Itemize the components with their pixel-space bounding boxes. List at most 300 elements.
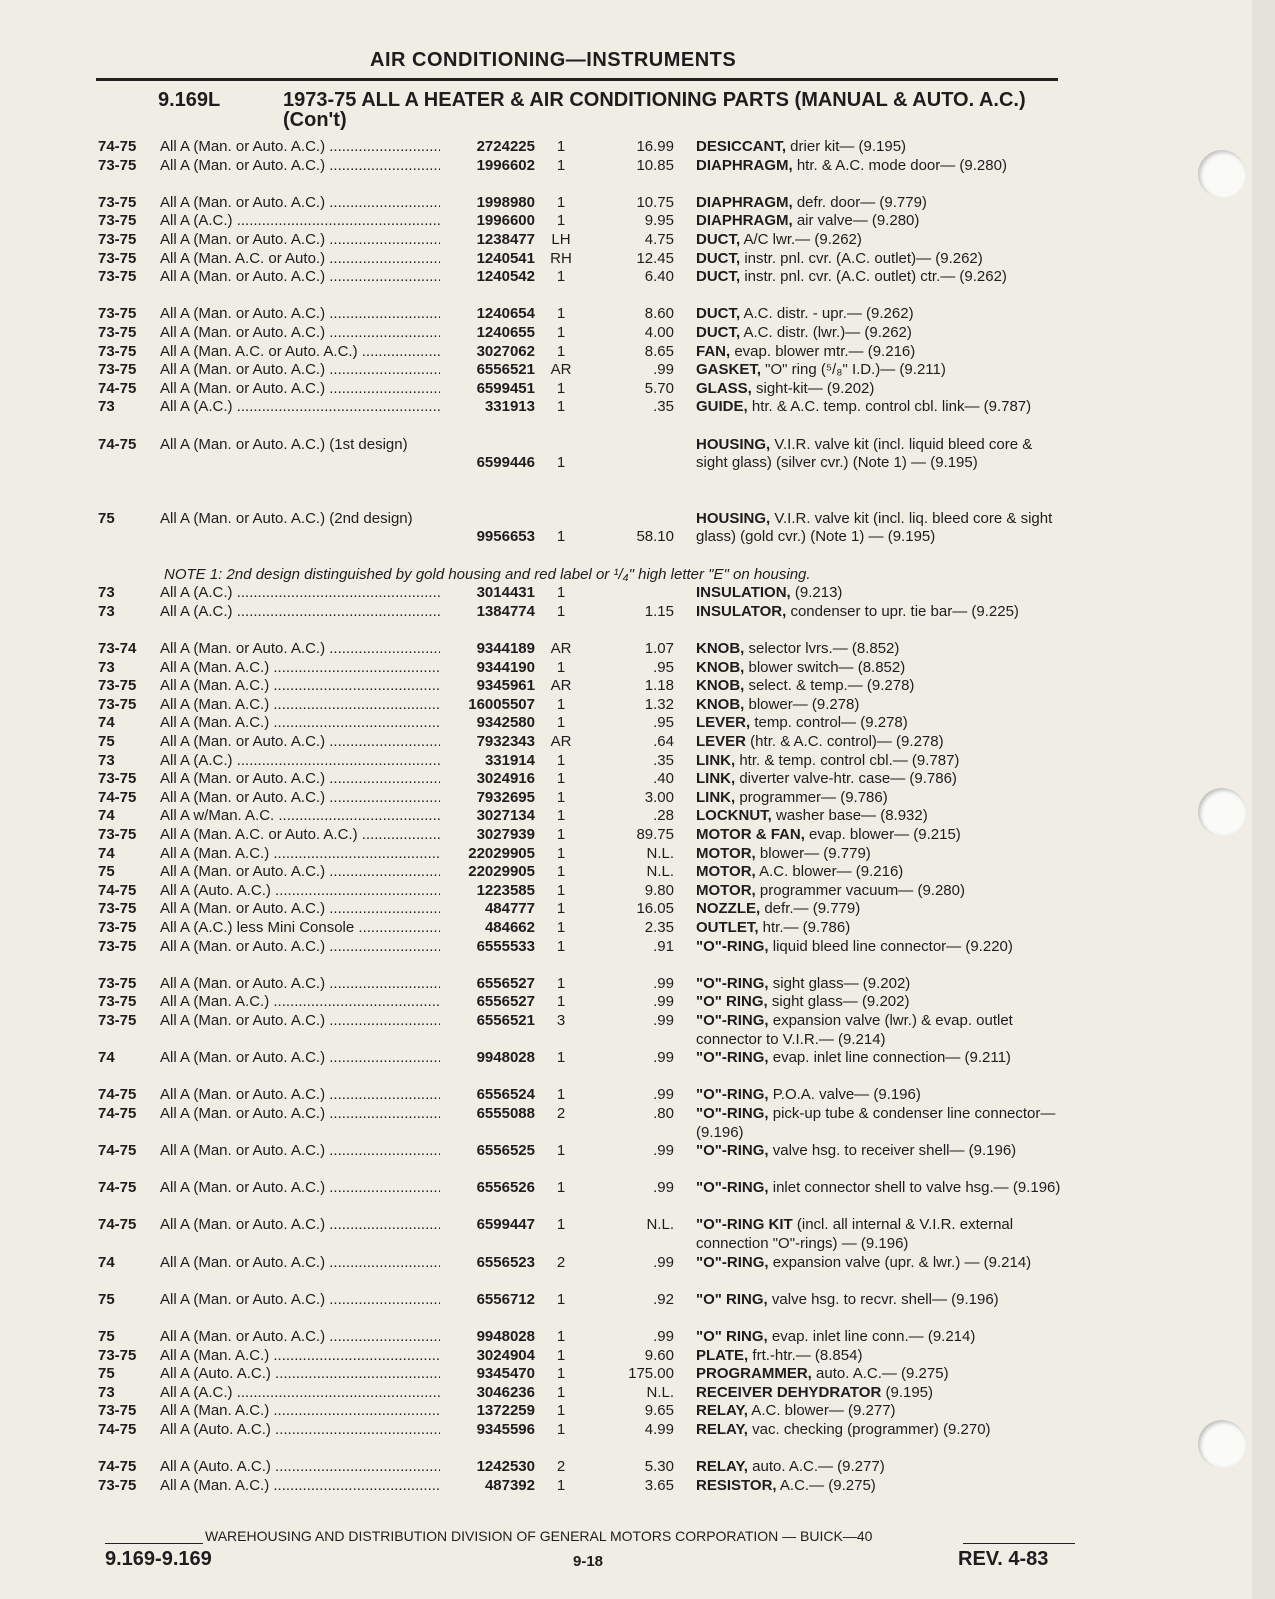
model-years: 74-75 — [98, 379, 137, 397]
part-name — [696, 752, 1061, 771]
model-years: 73-75 — [98, 249, 137, 267]
application-description: All A (Man. or Auto. A.C.) ..... — [160, 231, 440, 250]
part-number: 9344189 — [476, 640, 535, 658]
list-price: .80 — [653, 1104, 674, 1122]
quantity: 1 — [556, 695, 566, 713]
part-name-keyword: INSULATOR, — [696, 602, 787, 620]
part-number: 6555088 — [476, 1104, 535, 1122]
quantity: 1 — [556, 863, 566, 881]
part-name-detail: htr. & temp. control cbl.— (9.787) — [735, 751, 960, 769]
model-years: 74-75 — [98, 788, 137, 806]
part-name-detail: A.C. distr. (lwr.)— (9.262) — [740, 323, 912, 341]
quantity: 1 — [556, 658, 566, 676]
list-price: 4.00 — [644, 323, 674, 341]
part-name-detail: V.I.R. valve kit (incl. liquid bleed core & sight glass) (silver cvr.) (Note 1) — (9.195) — [696, 435, 1033, 472]
part-name-keyword: MOTOR, — [696, 881, 756, 899]
part-name-detail: programmer— (9.786) — [735, 788, 888, 806]
part-number: 6556521 — [476, 1011, 535, 1029]
part-name-detail: diverter valve-htr. case— (9.786) — [735, 770, 957, 788]
part-number: 9344190 — [476, 658, 535, 676]
part-name-keyword: LEVER, — [696, 714, 751, 732]
application-description: All A (A.C.) ..... — [160, 1384, 440, 1403]
part-name-keyword: "O"-RING, — [696, 1086, 769, 1104]
part-name — [696, 250, 1061, 269]
quantity: 1 — [556, 714, 566, 732]
part-name-keyword: FAN, — [696, 342, 731, 360]
part-name — [696, 919, 1061, 938]
quantity: AR — [550, 733, 572, 751]
part-number: 1996602 — [476, 156, 535, 174]
note-row: NOTE 1: 2nd design distinguished by gold housing and red label or ¹/₄" high letter "E" on housing. — [164, 565, 811, 583]
part-name — [696, 436, 1061, 473]
model-years: 74 — [98, 807, 115, 825]
part-name — [696, 677, 1061, 696]
quantity: 1 — [556, 1383, 566, 1401]
quantity: 1 — [556, 305, 566, 323]
part-row — [0, 510, 1275, 566]
part-name — [696, 1328, 1061, 1347]
part-name — [696, 1365, 1061, 1384]
part-number: 1223585 — [476, 881, 535, 899]
application-description: All A (Man. or Auto. A.C.) ..... — [160, 640, 440, 659]
model-years: 73 — [98, 398, 115, 416]
part-name — [696, 1291, 1061, 1310]
list-price: .99 — [653, 1142, 674, 1160]
quantity: 1 — [556, 1346, 566, 1364]
model-years: 73-75 — [98, 1011, 137, 1029]
quantity: 1 — [556, 268, 566, 286]
model-years: 73 — [98, 658, 115, 676]
list-price: .99 — [653, 1086, 674, 1104]
header-rule — [96, 78, 1058, 81]
part-row — [0, 157, 1275, 194]
model-years: 74-75 — [98, 1421, 137, 1438]
quantity: RH — [550, 249, 572, 267]
part-name — [696, 380, 1061, 399]
application-description: All A (Man. or Auto. A.C.) ..... — [160, 157, 440, 176]
part-name-keyword: DUCT, — [696, 323, 741, 341]
part-name — [696, 1402, 1061, 1421]
application-description: All A (A.C.) ..... — [160, 752, 440, 771]
model-years: 74 — [98, 1049, 115, 1067]
model-years: 75 — [98, 1365, 115, 1383]
part-number: 3014431 — [476, 584, 535, 602]
part-number: 6556526 — [476, 1179, 535, 1197]
part-name-detail: selector lvrs.— (8.852) — [744, 640, 900, 658]
part-name-detail: htr. & A.C. mode door— (9.280) — [792, 156, 1007, 174]
application-description: All A (Man. or Auto. A.C.) ..... — [160, 938, 440, 957]
part-name-keyword: "O"-RING, — [696, 1253, 769, 1271]
application-description: All A (Man. or Auto. A.C.) (1st design) — [160, 435, 408, 453]
list-price: 12.45 — [636, 249, 674, 267]
part-row — [0, 993, 1275, 1012]
part-name — [696, 1216, 1061, 1253]
part-name — [696, 510, 1061, 547]
part-name-detail: vac. checking (programmer) (9.270) — [747, 1421, 991, 1438]
part-row — [0, 398, 1275, 435]
model-years: 74-75 — [98, 435, 137, 453]
part-name-keyword: KNOB, — [696, 658, 745, 676]
application-description: All A (Man. or Auto. A.C.) (2nd design) — [160, 509, 413, 527]
part-row — [0, 436, 1275, 510]
quantity: LH — [551, 230, 571, 248]
list-price: .40 — [653, 770, 674, 788]
part-name-keyword: DUCT, — [696, 268, 741, 286]
part-name — [696, 826, 1061, 845]
part-name-keyword: RESISTOR, — [696, 1476, 777, 1494]
part-name — [696, 268, 1061, 287]
part-number: 1240542 — [476, 268, 535, 286]
model-years: 73-75 — [98, 1476, 137, 1494]
list-price: 1.07 — [644, 640, 674, 658]
part-row — [0, 1402, 1275, 1421]
application-description: All A (A.C.) less Mini Console ..... — [160, 919, 440, 938]
part-name-keyword: DUCT, — [696, 305, 741, 323]
list-price: 1.32 — [644, 695, 674, 713]
model-years: 75 — [98, 863, 115, 881]
part-number: 6599447 — [476, 1216, 535, 1234]
part-name — [696, 807, 1061, 826]
list-price: .99 — [653, 1328, 674, 1346]
model-years: 74 — [98, 844, 115, 862]
part-row — [0, 584, 1275, 603]
application-description: All A (A.C.) ..... — [160, 398, 440, 417]
part-name — [696, 398, 1061, 417]
quantity: 1 — [556, 454, 566, 472]
model-years: 73-75 — [98, 826, 137, 843]
application-description: All A (Man. A.C.) ..... — [160, 845, 440, 864]
list-price: 5.30 — [644, 1458, 674, 1476]
quantity: 3 — [556, 1011, 566, 1029]
part-name — [696, 882, 1061, 901]
application-description: All A (Man. or Auto. A.C.) ..... — [160, 863, 440, 882]
application-description: All A (Man. or Auto. A.C.) ..... — [160, 1254, 440, 1273]
quantity: 1 — [556, 1179, 566, 1197]
list-price: 16.05 — [636, 900, 674, 918]
footer-distributor-text: WAREHOUSING AND DISTRIBUTION DIVISION OF GENERAL MOTORS CORPORATION — BUICK—40 — [205, 1528, 873, 1544]
list-price: 9.60 — [644, 1346, 674, 1364]
part-row — [0, 1012, 1275, 1049]
part-row — [0, 194, 1275, 213]
part-name — [696, 1458, 1061, 1477]
model-years: 73-75 — [98, 974, 137, 992]
application-description: All A (Man. or Auto. A.C.) ..... — [160, 361, 440, 380]
part-number: 1240654 — [476, 305, 535, 323]
model-years: 74 — [98, 714, 115, 732]
part-name-detail: blower switch— (8.852) — [744, 658, 906, 676]
part-name-detail: P.O.A. valve— (9.196) — [768, 1086, 921, 1104]
list-price: 1.15 — [644, 602, 674, 620]
application-description: All A (Man. A.C.) ..... — [160, 1477, 440, 1496]
model-years: 74-75 — [98, 1104, 137, 1122]
list-price: 8.65 — [644, 342, 674, 360]
part-number: 22029905 — [468, 844, 535, 862]
model-years: 73-75 — [98, 193, 137, 211]
application-description: All A (Man. or Auto. A.C.) ..... — [160, 1216, 440, 1235]
list-price: .99 — [653, 993, 674, 1011]
application-description: All A (Man. or Auto. A.C.) ..... — [160, 194, 440, 213]
part-number: 484662 — [484, 918, 535, 936]
list-price: 9.95 — [644, 212, 674, 230]
list-price: 5.70 — [644, 379, 674, 397]
part-number: 6556523 — [476, 1253, 535, 1271]
part-name-keyword: DIAPHRAGM, — [696, 193, 793, 211]
part-name-keyword: "O"-RING, — [696, 1049, 769, 1067]
part-number: 9345596 — [476, 1421, 535, 1438]
part-name-detail: A.C. blower— (9.277) — [747, 1402, 896, 1420]
list-price: 58.10 — [636, 528, 674, 546]
model-years: 75 — [98, 1290, 115, 1308]
part-row — [0, 1365, 1275, 1384]
part-name-keyword: DUCT, — [696, 249, 741, 267]
part-name-keyword: GLASS, — [696, 379, 752, 397]
part-name-detail: valve hsg. to recvr. shell— (9.196) — [767, 1290, 999, 1308]
part-row — [0, 231, 1275, 250]
list-price: .95 — [653, 658, 674, 676]
part-name — [696, 863, 1061, 882]
application-description: All A (Man. or Auto. A.C.) ..... — [160, 1179, 440, 1198]
part-name-keyword: "O"-RING KIT — [696, 1216, 793, 1234]
footer-page-number: 9-18 — [573, 1553, 604, 1570]
list-price: .99 — [653, 1179, 674, 1197]
part-name-keyword: RELAY, — [696, 1421, 748, 1438]
part-name-keyword: MOTOR, — [696, 863, 756, 881]
quantity: 1 — [556, 528, 566, 546]
part-number: 3027134 — [476, 807, 535, 825]
part-row — [0, 138, 1275, 157]
application-description: All A (Man. or Auto. A.C.) ..... — [160, 1142, 440, 1161]
quantity: 2 — [556, 1104, 566, 1122]
part-name — [696, 696, 1061, 715]
part-name — [696, 975, 1061, 994]
list-price: 10.85 — [636, 156, 674, 174]
part-name-keyword: KNOB, — [696, 677, 745, 695]
quantity: 1 — [556, 602, 566, 620]
part-name-detail: select. & temp.— (9.278) — [744, 677, 915, 695]
list-price: .99 — [653, 974, 674, 992]
part-number: 331913 — [484, 398, 535, 416]
list-price: .99 — [653, 1011, 674, 1029]
part-name — [696, 845, 1061, 864]
part-row — [0, 305, 1275, 324]
application-description: All A (A.C.) ..... — [160, 212, 440, 231]
quantity: 1 — [556, 1476, 566, 1494]
quantity: 1 — [556, 1402, 566, 1420]
application-description: All A (Man. A.C.) ..... — [160, 993, 440, 1012]
part-number: 1238477 — [476, 230, 535, 248]
quantity: 1 — [556, 379, 566, 397]
list-price: 4.75 — [644, 230, 674, 248]
part-name-keyword: "O"-RING, — [696, 1179, 769, 1197]
part-row — [0, 1477, 1275, 1496]
part-name-keyword: PROGRAMMER, — [696, 1365, 812, 1383]
application-description: All A (Man. A.C.) ..... — [160, 696, 440, 715]
part-name — [696, 584, 1061, 603]
part-name-keyword: DIAPHRAGM, — [696, 212, 793, 230]
quantity: 1 — [556, 323, 566, 341]
part-number: 2724225 — [476, 138, 535, 155]
part-number: 1998980 — [476, 193, 535, 211]
part-number: 6555533 — [476, 937, 535, 955]
model-years: 73-75 — [98, 993, 137, 1011]
part-name-detail: A/C lwr.— (9.262) — [740, 230, 862, 248]
part-name — [696, 361, 1061, 380]
model-years: 73-75 — [98, 918, 137, 936]
application-description: All A (Man. or Auto. A.C.) ..... — [160, 770, 440, 789]
part-row — [0, 752, 1275, 771]
list-price: .92 — [653, 1290, 674, 1308]
part-number: 3024904 — [476, 1346, 535, 1364]
part-name-keyword: INSULATION, — [696, 584, 791, 602]
part-name — [696, 1254, 1061, 1273]
quantity: 1 — [556, 212, 566, 230]
part-name-keyword: "O"-RING, — [696, 1104, 769, 1122]
part-name-detail: (9.195) — [881, 1383, 934, 1401]
application-description: All A (Man. or Auto. A.C.) ..... — [160, 1105, 440, 1124]
quantity: 1 — [556, 398, 566, 416]
part-number: 3024916 — [476, 770, 535, 788]
part-name-detail: auto. A.C.— (9.277) — [747, 1458, 885, 1476]
part-number: 1384774 — [476, 602, 535, 620]
part-name — [696, 212, 1061, 231]
part-name-detail: condenser to upr. tie bar— (9.225) — [786, 602, 1019, 620]
part-name-detail: V.I.R. valve kit (incl. liq. bleed core & sight glass) (gold cvr.) (Note 1) — (9.195) — [696, 509, 1053, 546]
part-name-keyword: "O"-RING, — [696, 1011, 769, 1029]
part-name-keyword: NOZZLE, — [696, 900, 761, 918]
part-name-keyword: RECEIVER DEHYDRATOR — [696, 1383, 882, 1401]
list-price: 10.75 — [636, 193, 674, 211]
part-name-detail: sight glass— (9.202) — [768, 974, 911, 992]
part-name — [696, 770, 1061, 789]
model-years: 73 — [98, 584, 115, 602]
part-name-detail: expansion valve (lwr.) & evap. outlet connector to V.I.R.— (9.214) — [696, 1011, 1013, 1048]
part-name-keyword: DESICCANT, — [696, 138, 787, 155]
application-description: All A (Man. or Auto. A.C.) ..... — [160, 1049, 440, 1068]
application-description: All A (Man. or Auto. A.C.) ..... — [160, 1012, 440, 1031]
part-row — [0, 1105, 1275, 1142]
application-description: All A (Auto. A.C.) ..... — [160, 882, 440, 901]
part-row — [0, 250, 1275, 269]
part-row — [0, 938, 1275, 975]
part-row — [0, 603, 1275, 640]
part-row — [0, 659, 1275, 678]
model-years: 73-75 — [98, 212, 137, 230]
part-row — [0, 1086, 1275, 1105]
part-row — [0, 696, 1275, 715]
quantity: 1 — [556, 1290, 566, 1308]
part-row — [0, 268, 1275, 305]
part-number: 6556521 — [476, 361, 535, 379]
model-years: 74 — [98, 1253, 115, 1271]
quantity: 1 — [556, 584, 566, 602]
part-name-keyword: HOUSING, — [696, 435, 771, 453]
part-name-detail: blower— (9.278) — [744, 695, 860, 713]
part-name — [696, 733, 1061, 752]
part-name — [696, 603, 1061, 622]
part-number: 9956653 — [476, 528, 535, 546]
list-price: 89.75 — [636, 826, 674, 843]
model-years: 74-75 — [98, 138, 137, 155]
part-row — [0, 1384, 1275, 1403]
model-years: 73-75 — [98, 230, 137, 248]
part-row — [0, 640, 1275, 659]
part-name-detail: htr.— (9.786) — [758, 918, 851, 936]
part-row — [0, 919, 1275, 938]
part-number: 487392 — [484, 1476, 535, 1494]
quantity: 2 — [556, 1458, 566, 1476]
part-number: 9948028 — [476, 1328, 535, 1346]
part-number: 9345470 — [476, 1365, 535, 1383]
part-row — [0, 677, 1275, 696]
model-years: 74-75 — [98, 1216, 137, 1234]
application-description: All A (Man. or Auto. A.C.) ..... — [160, 789, 440, 808]
part-name — [696, 343, 1061, 362]
part-name-keyword: "O" RING, — [696, 1290, 768, 1308]
part-name — [696, 231, 1061, 250]
part-name — [696, 1421, 1061, 1440]
part-number: 1240655 — [476, 323, 535, 341]
part-name-keyword: "O"-RING, — [696, 937, 769, 955]
part-row — [0, 826, 1275, 845]
section-number: 9.169L — [158, 89, 221, 111]
part-name-keyword: RELAY, — [696, 1458, 748, 1476]
quantity: 1 — [556, 1049, 566, 1067]
part-number: 484777 — [484, 900, 535, 918]
list-price: 3.00 — [644, 788, 674, 806]
application-description: All A (Man. A.C. or Auto. A.C.) ..... — [160, 343, 440, 362]
part-name-keyword: MOTOR & FAN, — [696, 826, 805, 843]
part-name-detail: evap. inlet line connection— (9.211) — [768, 1049, 1011, 1067]
model-years: 73-75 — [98, 268, 137, 286]
part-row — [0, 324, 1275, 343]
part-name — [696, 324, 1061, 343]
part-name-keyword: KNOB, — [696, 640, 745, 658]
part-name-detail: (htr. & A.C. control)— (9.278) — [746, 733, 944, 751]
application-description: All A (Man. A.C.) ..... — [160, 1347, 440, 1366]
part-name — [696, 1105, 1061, 1142]
part-name-keyword: OUTLET, — [696, 918, 759, 936]
part-name — [696, 993, 1061, 1012]
part-name-detail: auto. A.C.— (9.275) — [811, 1365, 949, 1383]
part-name-detail: sight glass— (9.202) — [767, 993, 910, 1011]
part-name-detail: A.C.— (9.275) — [776, 1476, 876, 1494]
quantity: 1 — [556, 1216, 566, 1234]
list-price: 6.40 — [644, 268, 674, 286]
part-name-keyword: GUIDE, — [696, 398, 748, 416]
part-name-keyword: LEVER — [696, 733, 747, 751]
part-row — [0, 1347, 1275, 1366]
quantity: 1 — [556, 881, 566, 899]
part-name-keyword: LOCKNUT, — [696, 807, 772, 825]
quantity: 1 — [556, 807, 566, 825]
list-price: .95 — [653, 714, 674, 732]
application-description: All A (Auto. A.C.) ..... — [160, 1421, 440, 1440]
part-name-detail: defr.— (9.779) — [760, 900, 861, 918]
part-name-detail: htr. & A.C. temp. control cbl. link— (9.787) — [747, 398, 1032, 416]
part-number: 6556527 — [476, 993, 535, 1011]
model-years: 73-75 — [98, 342, 137, 360]
model-years: 74-75 — [98, 1142, 137, 1160]
model-years: 73-75 — [98, 1402, 137, 1420]
part-number: 6556527 — [476, 974, 535, 992]
part-name-keyword: LINK, — [696, 751, 736, 769]
part-number: 6599451 — [476, 379, 535, 397]
model-years: 73-75 — [98, 305, 137, 323]
part-name-keyword: LINK, — [696, 770, 736, 788]
part-row — [0, 882, 1275, 901]
part-name-detail: evap. inlet line conn.— (9.214) — [767, 1328, 976, 1346]
part-name-detail: washer base— (8.932) — [771, 807, 928, 825]
